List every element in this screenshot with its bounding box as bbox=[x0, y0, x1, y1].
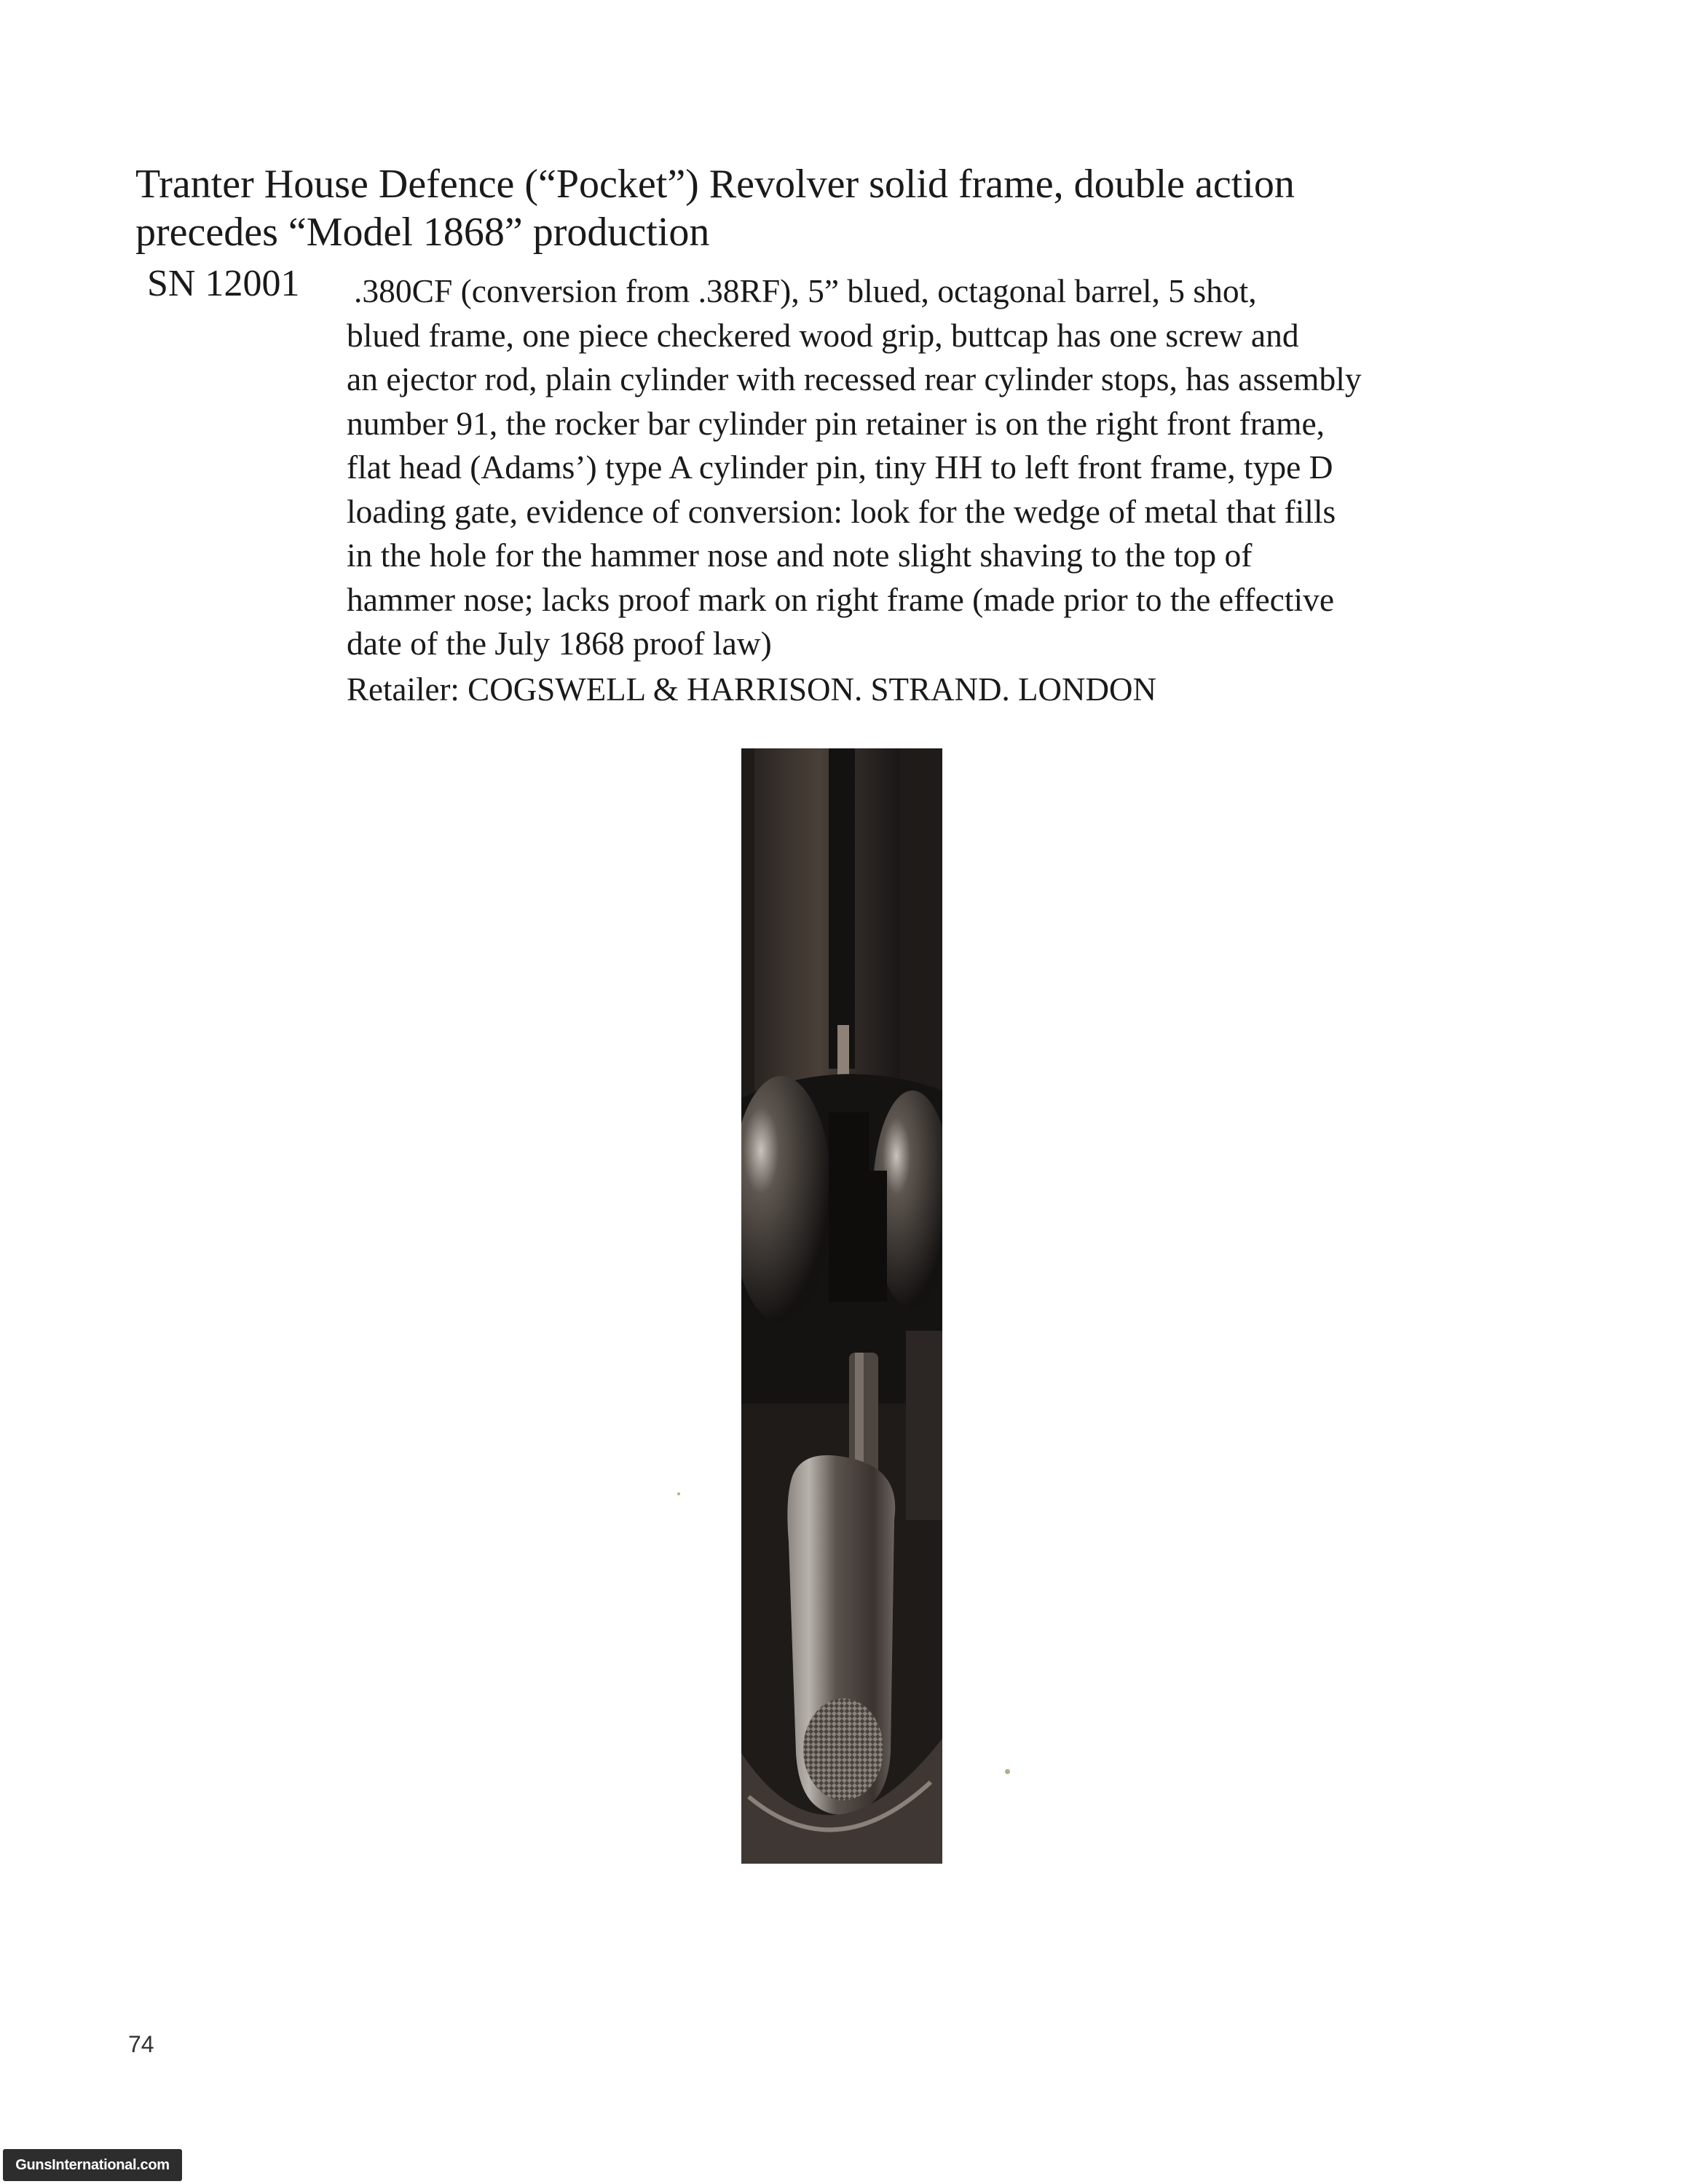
description-line: blued frame, one piece checkered wood grip, buttcap has one screw and bbox=[347, 316, 1299, 354]
description-line: .380CF (conversion from .38RF), 5” blued, octagonal barrel, 5 shot, bbox=[354, 272, 1257, 309]
serial-number: SN 12001 bbox=[147, 263, 300, 304]
description-line: number 91, the rocker bar cylinder pin retainer is on the right front frame, bbox=[347, 404, 1325, 442]
description bbox=[347, 269, 1555, 666]
revolver-photo bbox=[741, 748, 942, 1864]
description-line: an ejector rod, plain cylinder with recessed rear cylinder stops, has assembly bbox=[347, 360, 1362, 397]
paper-speck bbox=[677, 1492, 680, 1495]
title-line-2: precedes “Model 1868” production bbox=[135, 210, 710, 255]
page-title bbox=[135, 160, 1519, 256]
title-line-1: Tranter House Defence (“Pocket”) Revolver solid frame, double action bbox=[135, 162, 1295, 207]
description-line: hammer nose; lacks proof mark on right frame (made prior to the effective bbox=[347, 580, 1335, 618]
description-line: loading gate, evidence of conversion: look for the wedge of metal that fills bbox=[347, 492, 1336, 530]
description-line: flat head (Adams’) type A cylinder pin, tiny HH to left front frame, type D bbox=[347, 448, 1333, 486]
paper-speck bbox=[1005, 1769, 1010, 1774]
gunsinternational-watermark: GunsInternational.com bbox=[3, 2149, 182, 2181]
retailer-line: Retailer: COGSWELL & HARRISON. STRAND. LONDON bbox=[347, 671, 1157, 708]
description-line: in the hole for the hammer nose and note slight shaving to the top of bbox=[347, 537, 1253, 574]
description-line: date of the July 1868 proof law) bbox=[347, 625, 772, 662]
page-number: 74 bbox=[128, 2031, 154, 2057]
revolver-photo-illustration bbox=[741, 748, 942, 1864]
